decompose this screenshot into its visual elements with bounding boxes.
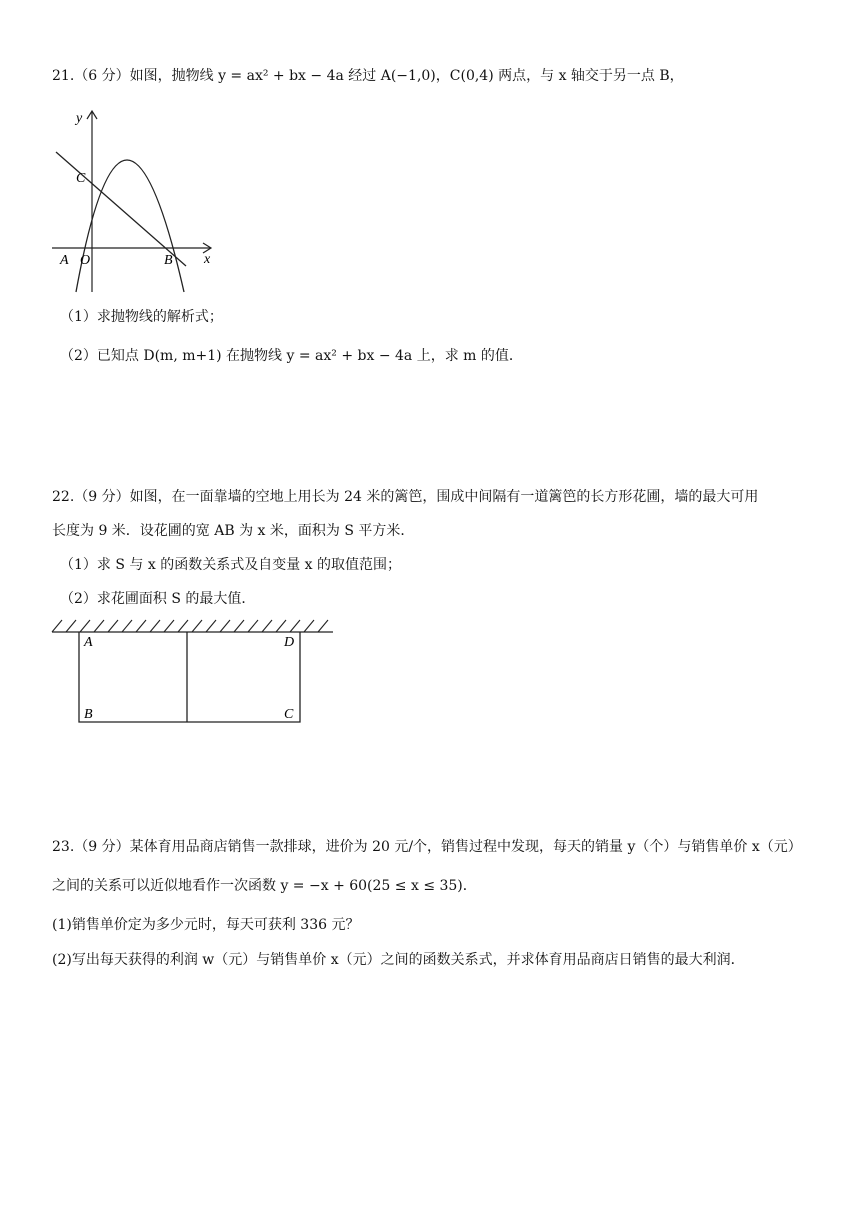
label-d: D — [284, 635, 295, 650]
label-c: C — [284, 707, 294, 722]
q23-line2: 之间的关系可以近似地看作一次函数 y = −x + 60(25 ≤ x ≤ 35)． — [52, 878, 477, 894]
q22-garden-figure — [48, 614, 338, 730]
wall-hatching — [52, 620, 328, 632]
label-x: x — [204, 252, 211, 267]
fence-outline — [79, 632, 300, 722]
q21-part1: （1）求抛物线的解析式； — [60, 309, 223, 325]
q21-intro: 21.（6 分）如图，抛物线 y = ax² + bx − 4a 经过 A(−1,0)，C(0,4) 两点，与 x 轴交于另一点 B， — [52, 68, 684, 84]
q21-parabola-figure — [48, 106, 220, 296]
q22-part1: （1）求 S 与 x 的函数关系式及自变量 x 的取值范围； — [60, 557, 401, 573]
q23-part2: (2)写出每天获得的利润 w（元）与销售单价 x（元）之间的函数关系式，并求体育用品商店日销售的最大利润． — [52, 952, 745, 968]
label-c: C — [76, 171, 86, 186]
q22-part2: （2）求花圃面积 S 的最大值． — [60, 591, 256, 607]
label-b: B — [84, 707, 93, 722]
label-o: O — [80, 253, 91, 268]
label-a: A — [60, 253, 69, 268]
q22-line1: 22.（9 分）如图，在一面靠墙的空地上用长为 24 米的篱笆，围成中间隔有一道篱笆的长方形花圃，墙的最大可用 — [52, 489, 759, 505]
q23-line1: 23.（9 分）某体育用品商店销售一款排球，进价为 20 元/个，销售过程中发现，每天的销量 y（个）与销售单价 x（元） — [52, 839, 802, 855]
line-cb — [56, 152, 186, 266]
label-a: A — [84, 635, 93, 650]
q21-part2: （2）已知点 D(m, m+1) 在抛物线 y = ax² + bx − 4a 上，求 m 的值． — [60, 348, 523, 364]
label-b: B — [164, 253, 173, 268]
label-y: y — [76, 111, 83, 126]
q22-line2: 长度为 9 米．设花圃的宽 AB 为 x 米，面积为 S 平方米． — [52, 523, 415, 539]
q23-part1: (1)销售单价定为多少元时，每天可获利 336 元？ — [52, 917, 360, 933]
